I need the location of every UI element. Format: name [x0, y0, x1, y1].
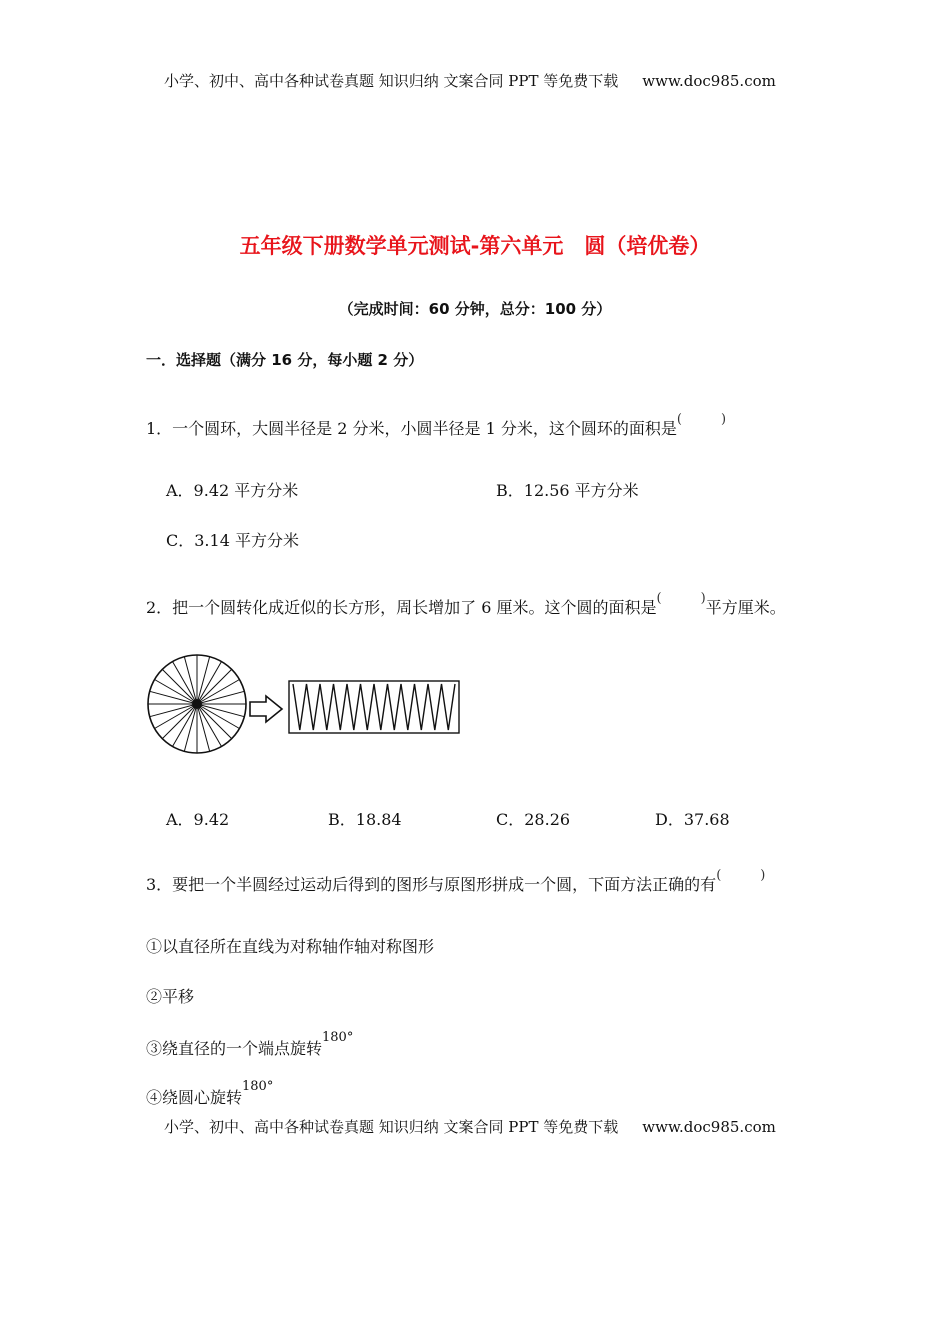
circle-sector-line — [150, 691, 197, 704]
page-header — [164, 70, 776, 91]
circle-sector-line — [197, 691, 244, 704]
page-title: 五年级下册数学单元测试-第六单元 圆（培优卷） — [239, 234, 711, 258]
question-2-option-b: B．18.84 — [328, 810, 402, 829]
question-2-suffix: 平方厘米。 — [705, 598, 786, 617]
question-3-item-3-text: ③绕直径的一个端点旋转 — [146, 1039, 323, 1058]
question-3-blank: ( ) — [716, 868, 766, 883]
question-1 — [146, 412, 727, 439]
circle-sector-line — [184, 704, 197, 751]
question-3-stem: 3．要把一个半圆经过运动后得到的图形与原图形拼成一个圆，下面方法正确的有 — [146, 875, 717, 894]
question-1-blank: ( ) — [676, 412, 727, 427]
question-2-blank: ( ) — [656, 591, 706, 606]
exam-info: （完成时间：60 分钟，总分：100 分） — [338, 300, 612, 318]
question-3-item-2: ②平移 — [146, 987, 195, 1006]
question-3-item-1: ①以直径所在直线为对称轴作轴对称图形 — [146, 937, 435, 956]
question-3-item-4 — [146, 1079, 274, 1108]
question-2-option-c: C．28.26 — [496, 810, 571, 829]
footer-text: 小学、初中、高中各种试卷真题 知识归纳 文案合同 PPT 等免费下载 — [164, 1118, 619, 1136]
circle-sector-line — [184, 657, 197, 704]
header-text: 小学、初中、高中各种试卷真题 知识归纳 文案合同 PPT 等免费下载 — [164, 72, 619, 90]
circle-to-rectangle-figure — [144, 654, 464, 754]
approximate-rectangle — [289, 681, 459, 733]
question-2-option-d: D．37.68 — [655, 810, 730, 829]
question-3-item-3 — [146, 1030, 354, 1059]
page-footer — [164, 1116, 776, 1137]
circle-sector-line — [197, 704, 210, 751]
question-1-option-c: C．3.14 平方分米 — [166, 531, 299, 550]
angle-180-label-2: 180° — [242, 1079, 274, 1094]
question-2-option-a: A．9.42 — [166, 810, 230, 829]
footer-url[interactable]: www.doc985.com — [642, 1118, 776, 1136]
divided-circle — [148, 655, 246, 753]
circle-sector-line — [197, 704, 244, 717]
arrow-icon — [250, 696, 282, 722]
header-url[interactable]: www.doc985.com — [642, 72, 776, 90]
question-1-option-b: B．12.56 平方分米 — [496, 481, 639, 500]
section-heading: 一．选择题（满分 16 分，每小题 2 分） — [146, 351, 424, 369]
circle-sector-line — [197, 657, 210, 704]
question-2-stem: 2．把一个圆转化成近似的长方形，周长增加了 6 厘米。这个圆的面积是 — [146, 598, 657, 617]
question-3 — [146, 868, 766, 895]
angle-180-label: 180° — [322, 1030, 354, 1045]
circle-sector-line — [150, 704, 197, 717]
question-1-stem: 1．一个圆环，大圆半径是 2 分米，小圆半径是 1 分米，这个圆环的面积是 — [146, 419, 677, 438]
question-2 — [146, 591, 786, 618]
question-3-item-4-text: ④绕圆心旋转 — [146, 1088, 243, 1107]
question-1-option-a: A．9.42 平方分米 — [166, 481, 299, 500]
